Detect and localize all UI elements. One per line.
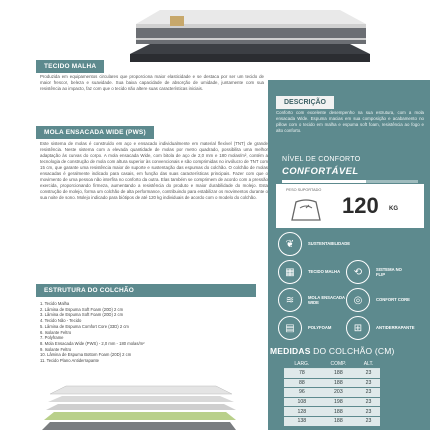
table-row: 108 198 23 (284, 397, 380, 407)
weight-value: 120 (342, 193, 379, 218)
feature-polyfoam: ▤ POLYFOAM (278, 316, 352, 340)
structure-item: 11. Tecido Plano Antiderrapante (40, 358, 99, 364)
structure-item: 3. Lâmina de Espuma Soft Foam (20D) 2 cm (40, 312, 124, 318)
comfort-level-bar (282, 180, 418, 183)
feature-confort-core: ◎ CONFORT CORE (346, 288, 410, 312)
table-header: LARG. (284, 360, 320, 369)
comfort-level-label: NÍVEL DE CONFORTO (282, 156, 361, 163)
structure-item: 9. Isolante Feltro (40, 346, 72, 352)
mattress-product-image (130, 0, 370, 62)
structure-item: 4. Tecido Não - Tecido (40, 318, 82, 324)
table-row: 96 203 23 (284, 388, 380, 398)
mattress-layers-diagram (36, 380, 236, 430)
structure-item: 1. Tecido Malha (40, 301, 70, 306)
section-tag-malha: TECIDO MALHA (36, 60, 104, 73)
structure-item: 5. Lâmina de Espuma Comfort Core (33D) 2 cm (40, 323, 129, 329)
weight-unit: KG (389, 206, 398, 212)
foam-icon: ▤ (278, 316, 302, 340)
weight-capacity-box (276, 184, 424, 228)
anti-slip-icon: ⊞ (346, 316, 370, 340)
core-icon: ◎ (346, 288, 370, 312)
malha-description: Produzida em equipamentos circulares que proporciona maior elasticidade e se destaca por ser um tecido de maior frescor, beleza e suavidade. Sua baixa capacidade de absorção de umidade, juntamente com sua resistência ao impacto, faz com que o tecido não altere suas características iniciais. (40, 74, 264, 91)
structure-item: 2. Lâmina de Espuma Soft Foam (20D) 2 cm (40, 306, 124, 312)
fabric-icon: ▦ (278, 260, 302, 284)
comfort-level-fill (282, 180, 366, 183)
table-header: COMP. (320, 360, 357, 369)
sizes-table (284, 360, 380, 427)
feature-antiderrapante: ⊞ ANTIDERRAPANTE (346, 316, 410, 340)
sizes-title: MEDIDAS DO COLCHÃO (CM) (270, 346, 395, 356)
table-row: 88 188 23 (284, 378, 380, 388)
structure-item: 6. Isolante Feltro (40, 329, 72, 335)
structure-list (40, 301, 145, 364)
leaf-icon: ❦ (278, 232, 302, 256)
structure-item: 7. Polyframe (40, 335, 64, 341)
spring-icon: ≋ (278, 288, 302, 312)
section-tag-descricao: DESCRIÇÃO (276, 96, 334, 109)
feature-tecido-malha: ▦ TECIDO MALHA (278, 260, 352, 284)
table-header: ALT. (357, 360, 380, 369)
section-tag-mola: MOLA ENSACADA WIDE (PWS) (36, 126, 154, 139)
feature-sustentabilidade: ❦ SUSTENTABILIDADE (278, 232, 352, 256)
descricao-text: Conforto com excelente desempenho na sua estrutura, com a mola ensacada Wide. Espuma macias em sua composição e acabamento no pillow com o tecido em malha e espuma soft foam, resistência ao fogo e alto conforto. (276, 110, 424, 133)
feature-mola-ensacada: ≋ MOLA ENSACADA WIDE (278, 288, 352, 312)
weight-label: PESO SUPORTADO (286, 188, 322, 192)
table-row: 78 188 23 (284, 369, 380, 379)
comfort-level-value: CONFORTÁVEL (282, 166, 359, 177)
table-row: 128 188 23 (284, 407, 380, 417)
feature-no-flip: ⟲ SISTEMA NO FLIP (346, 260, 410, 284)
structure-item: 10. Lâmina de Espuma Bottom Foam (20D) 2 cm (40, 352, 132, 358)
structure-item: 8. Mola Ensacada Wide (PWS) - 2,0 mm - 180 molas/m² (40, 340, 145, 346)
no-flip-icon: ⟲ (346, 260, 370, 284)
mola-description: Este sistema de molas é construído em aço e ensacado individualmente em material flexível (TNT) de grande resistência. Neste sistema com a elevada quantidade de molas por metro quadrado, possibilita uma melhor adaptação às curvas do corpo. A mola ensacada Wide, com bitola de aço de 2,0 mm e 180 molas/m², contém a tecnologia de construção de mola com altura superior às convencionais e são comprimidas no invólucro de TNT com 15 cm, que garante uma resistência maior de suporte e sustentação das espumas do colchão. O colchão de molas ensacadas é geralmente indicado para casais, em função das suas características principais. Fazer com que o movimento de uma pessoa não interfira no conforto da outra. Elas também se comprimem de acordo com a pressão exercida, proporcionando firmeza, aumentando a resistência do produto e maior durabilidade do molejo. Esta construção de molejo, forma um colchão de alta performance, contribuindo para estabilizar os movimentos durante o sua noite de sono. Molejo indicado para biótipos de até 120 kg individuais de acordo com o modelo do colchão. (40, 141, 268, 200)
section-tag-estrutura: ESTRUTURA DO COLCHÃO (36, 284, 256, 297)
table-row: 138 188 23 (284, 416, 380, 426)
scale-icon (286, 196, 326, 222)
